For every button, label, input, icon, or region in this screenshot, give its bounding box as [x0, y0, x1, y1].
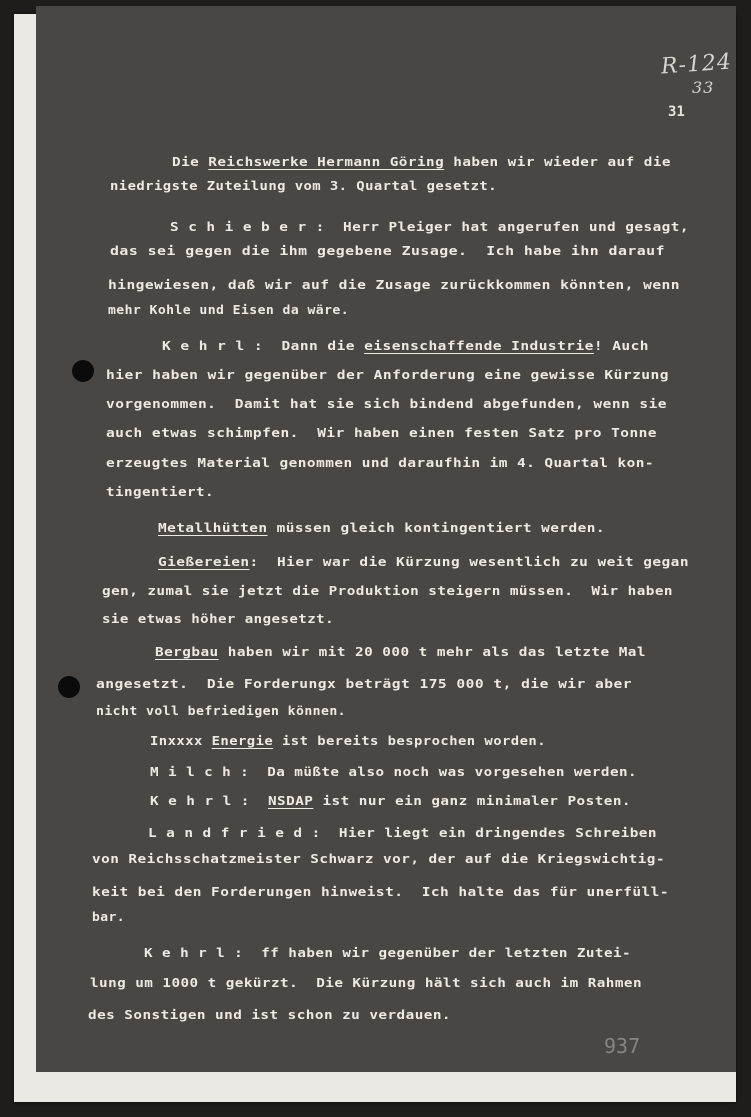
text-segment: bar.	[92, 909, 125, 924]
text-segment: niedrigste Zuteilung vom 3. Quartal gesetzt.	[110, 178, 497, 193]
text-segment: angesetzt. Die Forderungx beträgt 175 000 t, die wir aber	[96, 676, 632, 691]
text-line	[102, 611, 334, 626]
text-segment: lung um 1000 t gekürzt. Die Kürzung hält sich auch im Rahmen	[90, 975, 642, 990]
text-line	[88, 1007, 451, 1022]
underlined-term: Energie	[211, 733, 274, 748]
footer-folio-number: 937	[604, 1034, 641, 1058]
text-segment: K e h r l : ff haben wir gegenüber der letzten Zutei-	[144, 945, 631, 960]
text-segment: erzeugtes Material genommen und daraufhin im 4. Quartal kon-	[106, 455, 654, 470]
text-segment: K e h r l : Dann die	[162, 338, 365, 353]
text-segment: sie etwas höher angesetzt.	[102, 611, 334, 626]
text-line	[170, 219, 689, 234]
text-segment: haben wir wieder auf die	[444, 154, 671, 169]
text-segment: hier haben wir gegenüber der Anforderung eine gewisse Kürzung	[106, 367, 669, 382]
text-segment: : Hier war die Kürzung wesentlich zu weit gegan	[249, 554, 689, 569]
text-line	[108, 277, 680, 292]
text-segment: nicht voll befriedigen können.	[96, 703, 346, 718]
text-line	[96, 676, 632, 691]
text-segment: L a n d f r i e d : Hier liegt ein dringendes Schreiben	[148, 825, 657, 840]
text-segment: hingewiesen, daß wir auf die Zusage zurückkommen könnten, wenn	[108, 277, 680, 292]
text-segment: von Reichsschatzmeister Schwarz vor, der auf die Kriegswichtig-	[92, 851, 665, 866]
text-segment: auch etwas schimpfen. Wir haben einen festen Satz pro Tonne	[106, 425, 657, 440]
text-line	[155, 644, 646, 659]
text-segment: das sei gegen die ihm gegebene Zusage. Ich habe ihn darauf	[110, 243, 665, 258]
text-segment: haben wir mit 20 000 t mehr als das letzte Mal	[218, 644, 646, 659]
text-line	[144, 945, 631, 960]
underlined-term: Metallhütten	[158, 520, 268, 535]
text-line	[106, 484, 214, 499]
text-segment: des Sonstigen und ist schon zu verdauen.	[88, 1007, 451, 1022]
text-line	[148, 825, 657, 840]
page-number: 31	[668, 104, 685, 120]
text-line	[106, 455, 654, 470]
text-line	[106, 367, 669, 382]
text-segment: ist nur ein ganz minimaler Posten.	[313, 793, 631, 808]
text-segment: müssen gleich kontingentiert werden.	[267, 520, 605, 535]
text-segment: K e h r l :	[150, 793, 268, 808]
text-line	[158, 554, 689, 569]
archive-subnumber-note: 33	[692, 78, 715, 97]
text-segment: Inxxxx	[150, 733, 212, 748]
underlined-term: Gießereien	[158, 554, 250, 569]
underlined-term: NSDAP	[267, 793, 314, 808]
text-line	[150, 793, 631, 808]
text-line	[158, 520, 605, 535]
text-line	[92, 884, 669, 899]
text-segment: mehr Kohle und Eisen da wäre.	[108, 302, 349, 317]
text-line	[150, 764, 637, 779]
text-line	[106, 396, 667, 411]
text-segment: tingentiert.	[106, 484, 214, 499]
text-line	[92, 909, 125, 924]
text-segment: gen, zumal sie jetzt die Produktion steigern müssen. Wir haben	[102, 583, 673, 598]
text-line	[96, 703, 346, 718]
text-line	[90, 975, 642, 990]
text-segment: Die	[172, 154, 209, 169]
text-line	[92, 851, 665, 866]
text-line	[108, 302, 349, 317]
archive-reference-note: R-124	[660, 49, 733, 80]
text-segment: ist bereits besprochen worden.	[273, 733, 546, 748]
text-line	[150, 733, 546, 748]
text-line	[110, 178, 497, 193]
text-line	[102, 583, 673, 598]
underlined-term: Reichswerke Hermann Göring	[208, 154, 445, 169]
underlined-term: Bergbau	[155, 644, 219, 659]
text-line	[106, 425, 657, 440]
text-line	[110, 243, 665, 258]
underlined-term: eisenschaffende Industrie	[364, 338, 594, 353]
text-segment: S c h i e b e r : Herr Pleiger hat angerufen und gesagt,	[170, 219, 689, 234]
text-line	[162, 338, 649, 353]
text-segment: ! Auch	[593, 338, 649, 353]
text-segment: keit bei den Forderungen hinweist. Ich halte das für unerfüll-	[92, 884, 669, 899]
text-segment: M i l c h : Da müßte also noch was vorgesehen werden.	[150, 764, 637, 779]
text-line	[172, 154, 671, 169]
text-segment: vorgenommen. Damit hat sie sich bindend abgefunden, wenn sie	[106, 396, 667, 411]
